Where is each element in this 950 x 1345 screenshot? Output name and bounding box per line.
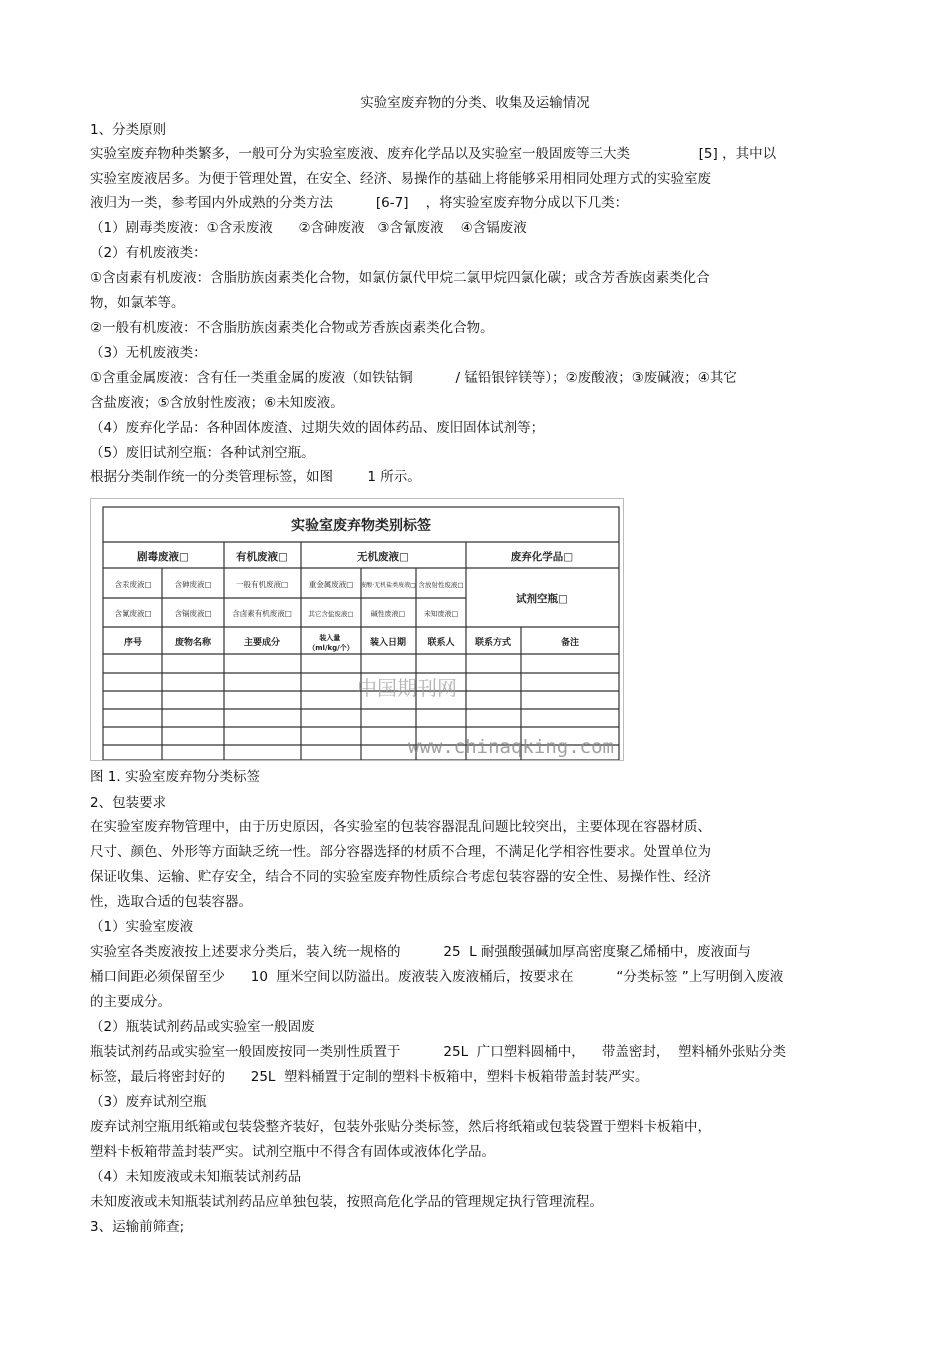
paragraph-line: 标签，最后将密封好的 25L 塑料桶置于定制的塑料卡板箱中，塑料卡板箱带盖封装严实。 — [90, 1069, 649, 1085]
option-cadmium: 含镉废液□ — [174, 609, 212, 618]
paragraph-line: 塑料卡板箱带盖封装严实。试剂空瓶中不得含有固体或液体化学品。 — [90, 1144, 495, 1160]
option-mercury: 含汞废液□ — [114, 580, 152, 589]
subsection-heading: （1）实验室废液 — [90, 919, 194, 935]
option-arsenic: 含砷废液□ — [174, 580, 212, 589]
option-halogen-organic: 含卤素有机废液□ — [232, 609, 292, 618]
option-heavy-metal: 重金属废液□ — [308, 580, 354, 589]
waste-label-table — [91, 499, 623, 760]
watermark-url: www.chinaqking.com — [408, 736, 614, 758]
paragraph-line: 实验室废弃物种类繁多，一般可分为实验室废液、废弃化学品以及实验室一般固废等三大类 [5] ，其中以 — [90, 146, 777, 162]
subsection-heading: （2）瓶装试剂药品或实验室一般固废 — [90, 1019, 315, 1035]
option-unknown: 未知废液□ — [423, 610, 459, 618]
category-line: 物，如氯苯等。 — [90, 295, 185, 311]
category-line: 含盐废液；⑤含放射性废液；⑥未知废液。 — [90, 395, 344, 411]
column-header: 联系人 — [427, 638, 455, 648]
figure-caption: 图 1. 实验室废弃物分类标签 — [90, 769, 260, 785]
document-title: 实验室废弃物的分类、收集及运输情况 — [360, 95, 590, 111]
column-header-line: 装入量 — [319, 634, 341, 642]
column-header: 联系方式 — [474, 638, 512, 648]
group-organic: 有机废液□ — [236, 551, 288, 563]
paragraph-line: 未知废液或未知瓶装试剂药品应单独包装，按照高危化学品的管理规定执行管理流程。 — [90, 1194, 603, 1210]
category-line: ①含卤素有机废液：含脂肪族卤素类化合物，如氯仿氯代甲烷二氯甲烷四氯化碳；或含芳香族卤素类化合 — [90, 270, 710, 286]
paragraph-line: 瓶装试剂药品或实验室一般固废按同一类别性质置于 25L 广口塑料圆桶中， 带盖密封， 塑料桶外张贴分类 — [90, 1044, 786, 1060]
option-cyanide: 含氰废液□ — [114, 609, 152, 618]
column-header: 序号 — [123, 638, 143, 648]
category-line: ①含重金属废液：含有任一类重金属的废液（如铁钴铜 / 锰铅银锌镁等）；②废酸液；③废碱液；④其它 — [90, 370, 737, 386]
category-line: （2）有机废液类： — [90, 245, 207, 261]
section-2-heading: 2、包装要求 — [90, 795, 167, 811]
paragraph-line: 性，选取合适的包装容器。 — [90, 894, 252, 910]
paragraph-line: 桶口间距必须保留至少 10 厘米空间以防溢出。废液装入废液桶后，按要求在 “分类标签 ”上写明倒入废液 — [90, 969, 784, 985]
group-inorganic: 无机废液□ — [357, 551, 409, 563]
column-header — [308, 633, 353, 652]
option-other-salt: 其它含盐废液□ — [308, 610, 354, 618]
column-header: 装入日期 — [369, 638, 407, 648]
column-header-line: （ml/kg/个） — [308, 644, 354, 652]
category-line: ②一般有机废液：不含脂肪族卤素类化合物或芳香族卤素类化合物。 — [90, 320, 494, 336]
category-line: （4）废弃化学品：各种固体废渣、过期失效的固体药品、废旧固体试剂等； — [90, 420, 545, 436]
label-title: 实验室废弃物类别标签 — [291, 518, 431, 534]
category-line: （5）废旧试剂空瓶：各种试剂空瓶。 — [90, 445, 315, 461]
subsection-heading: （4）未知废液或未知瓶装试剂药品 — [90, 1169, 302, 1185]
paragraph-line: 实验室废液居多。为便于管理处置，在安全、经济、易操作的基础上将能够采用相同处理方式的实验室废 — [90, 171, 711, 187]
column-header: 主要成分 — [243, 638, 281, 648]
category-line: （3）无机废液类： — [90, 345, 207, 361]
paragraph-line: 保证收集、运输、贮存安全，结合不同的实验室废弃物性质综合考虑包装容器的安全性、易操作性、经济 — [90, 869, 711, 885]
waste-label-figure — [90, 498, 624, 761]
option-reagent-bottle: 试剂空瓶□ — [516, 593, 568, 605]
option-radioactive: 含放射性废液□ — [418, 581, 464, 589]
paragraph-line: 的主要成分。 — [90, 994, 171, 1010]
category-line: （1）剧毒类废液：①含汞废液 ②含砷废液 ③含氰废液 ④含镉废液 — [90, 220, 527, 236]
section-3-heading: 3、运输前筛查; — [90, 1219, 185, 1235]
paragraph-line: 液归为一类，参考国内外成熟的分类方法 [6-7] ，将实验室废弃物分成以下几类： — [90, 195, 629, 211]
paragraph-line: 废弃试剂空瓶用纸箱或包装袋整齐装好，包装外张贴分类标签，然后将纸箱或包装袋置于塑料卡板箱中， — [90, 1119, 711, 1135]
option-acid-salt: 废酸·无机盐类废液□ — [360, 582, 416, 589]
paragraph-line: 实验室各类废液按上述要求分类后，装入统一规格的 25 L 耐强酸强碱加厚高密度聚乙烯桶中，废液面与 — [90, 944, 751, 960]
subsection-heading: （3）废弃试剂空瓶 — [90, 1094, 207, 1110]
column-header: 备注 — [560, 638, 580, 648]
paragraph-line: 尺寸、颜色、外形等方面缺乏统一性。部分容器选择的材质不合理，不满足化学相容性要求。处置单位为 — [90, 844, 711, 860]
figure-reference: 根据分类制作统一的分类管理标签，如图 1 所示。 — [90, 469, 421, 485]
option-general-organic: 一般有机废液□ — [235, 580, 289, 589]
option-alkaline: 碱性废液□ — [370, 610, 406, 618]
group-chemicals: 废弃化学品□ — [510, 551, 574, 563]
paragraph-line: 在实验室废弃物管理中，由于历史原因，各实验室的包装容器混乱问题比较突出，主要体现在容器材质、 — [90, 819, 711, 835]
group-toxic: 剧毒废液□ — [137, 551, 189, 563]
column-header: 废物名称 — [174, 638, 212, 648]
watermark-cn: 中国期刊网 — [357, 676, 457, 700]
section-1-heading: 1、分类原则 — [90, 122, 167, 138]
